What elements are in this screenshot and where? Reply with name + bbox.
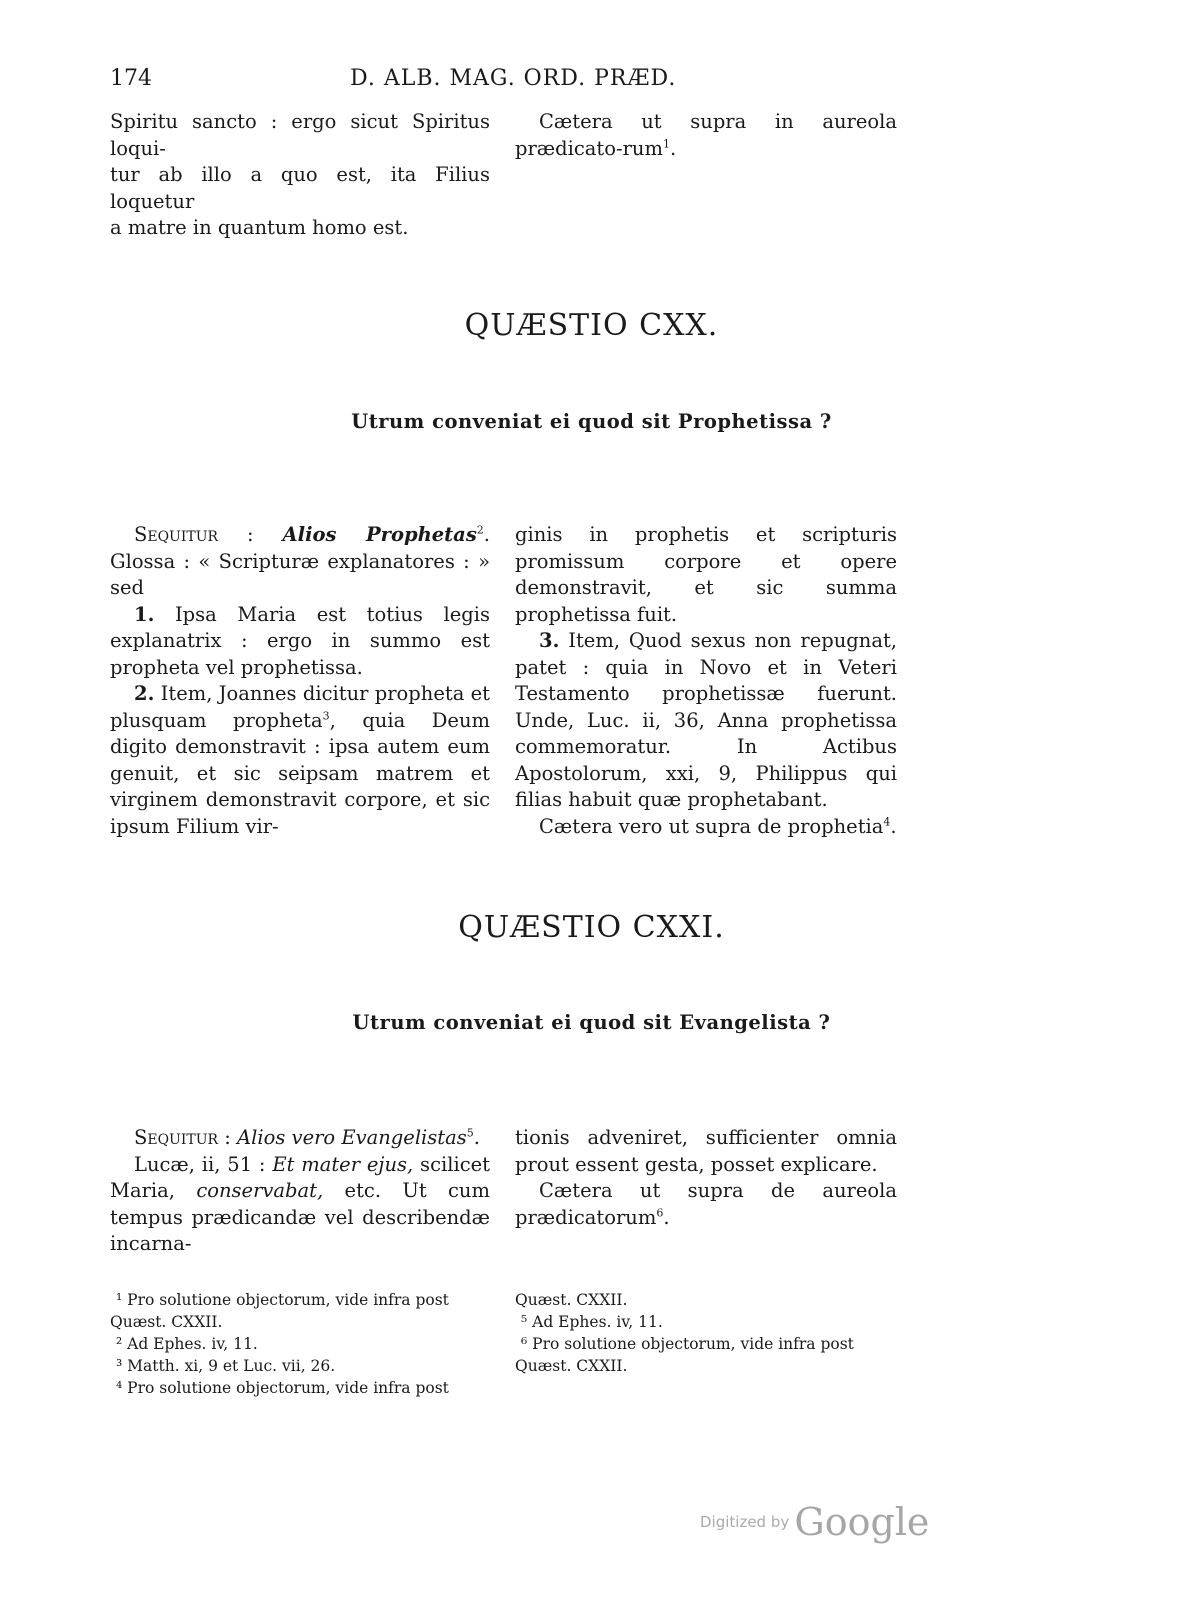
footnote: ⁴ Pro solutione objectorum, vide infra post: [116, 1379, 449, 1397]
digitized-by-google-watermark: [700, 1500, 929, 1544]
scripture-quote: Alios Prophetas: [282, 523, 477, 546]
point-text: Item, Quod sexus non repugnat, patet : quia in Novo et in Veteri Testamento prophetissæ fuerunt. Unde, Luc. ii, 36, Anna prophetissa commemoratur. In Actibus Apostolorum, xxi, 9, Philippus qui filias habuit quæ prophetabant.: [515, 629, 897, 811]
q121-cetera: [515, 1178, 897, 1231]
q121-intro: [110, 1125, 490, 1152]
q120-point-3: [515, 628, 897, 814]
running-head: D. ALB. MAG. ORD. PRÆD.: [350, 66, 677, 91]
top-right-text: Cætera ut supra in aureola prædicato-rum: [515, 110, 897, 160]
period: .: [663, 1205, 670, 1229]
scripture-quote: Alios vero Evangelistas: [237, 1126, 467, 1149]
q120-point-1: [110, 602, 490, 682]
q120-left-column: [110, 522, 490, 840]
point-number: 1.: [134, 602, 155, 626]
point-number: 2.: [134, 682, 155, 705]
footnote-ref: 5: [466, 1126, 474, 1140]
footnote: ⁶ Pro solutione objectorum, vide infra post Quæst. CXXII.: [515, 1335, 854, 1375]
top-left-column: [110, 109, 490, 242]
point-text: , quia Deum digito demonstravit : ipsa autem eum genuit, et sic seipsam matrem et virginem demonstravit corpore, et sic ipsum Filium vir-: [110, 708, 490, 838]
period: .: [890, 814, 897, 838]
colon: :: [218, 523, 283, 546]
page-number: 174: [110, 66, 152, 91]
cetera-text: Cætera vero ut supra de prophetia: [539, 814, 884, 838]
q121-continuation: tionis adveniret, sufficienter omnia prout essent gesta, posset explicare.: [515, 1126, 897, 1176]
google-logo: Google: [794, 1500, 930, 1544]
q121-left-column: [110, 1125, 490, 1258]
q120-cetera: [515, 814, 897, 841]
top-right-paragraph: Cætera ut supra in aureola prædicato-rum$^1$.: [515, 110, 897, 160]
digitized-label: Digitized by: [700, 1513, 790, 1531]
quaestio-120-title: QUÆSTIO CXX.: [464, 308, 719, 343]
scripture-quote: Et mater ejus,: [272, 1152, 414, 1176]
footnote-ref: 4: [883, 815, 891, 828]
footnote: ³ Matth. xi, 9 et Luc. vii, 26.: [116, 1357, 336, 1375]
quaestio-120-subtitle: Utrum conveniat ei quod sit Prophetissa ?: [351, 410, 832, 433]
top-left-line: a matre in quantum homo est.: [110, 216, 409, 239]
q120-right-column: [515, 522, 897, 840]
point-number: 3.: [539, 629, 560, 652]
footnotes-left: [110, 1289, 490, 1399]
quaestio-121-subtitle: Utrum conveniat ei quod sit Evangelista ?: [352, 1011, 831, 1034]
period: .: [473, 1126, 480, 1149]
point-text: Item, Joannes dicitur propheta et plusquam propheta: [110, 682, 490, 732]
footnote: ² Ad Ephes. iv, 11.: [116, 1335, 258, 1353]
top-right-column: [515, 109, 897, 162]
q121-right-column: [515, 1125, 897, 1231]
top-left-line: Spiritu sancto : ergo sicut Spiritus loqui-: [110, 110, 490, 160]
q120-continuation: ginis in prophetis et scripturis promissum corpore et opere demonstravit, et sic summa prophetissa fuit.: [515, 523, 897, 626]
quaestio-121-title: QUÆSTIO CXXI.: [458, 910, 725, 945]
colon: :: [218, 1126, 238, 1149]
text: etc. Ut cum tempus prædicandæ vel describendæ incarna-: [110, 1179, 490, 1255]
footnote-ref: 2: [476, 523, 484, 537]
sequitur-label: Sequitur: [134, 1126, 219, 1149]
footnotes-right: [515, 1289, 897, 1377]
sequitur-label: Sequitur: [134, 523, 219, 546]
footnote-ref: 6: [656, 1206, 664, 1219]
glossa-text: . Glossa : « Scripturæ explanatores : » sed: [110, 523, 490, 599]
cetera-text: Cætera ut supra de aureola prædicatorum: [515, 1179, 897, 1229]
q121-luke-paragraph: [110, 1152, 490, 1258]
point-text: Ipsa Maria est totius legis explanatrix : ergo in summo est propheta vel prophetissa.: [110, 602, 490, 679]
text: Lucæ, ii, 51 :: [134, 1152, 273, 1176]
footnote: ¹ Pro solutione objectorum, vide infra post Quæst. CXXII.: [110, 1291, 449, 1331]
footnote-ref: 3: [322, 709, 330, 722]
top-left-line: tur ab illo a quo est, ita Filius loquetur: [110, 163, 490, 213]
q120-intro: [110, 522, 490, 602]
q120-point-2: [110, 681, 490, 840]
text: scilicet Maria,: [110, 1152, 490, 1202]
scripture-quote: conservabat,: [196, 1179, 324, 1202]
footnote: ⁵ Ad Ephes. iv, 11.: [521, 1313, 663, 1331]
footnote-ref: 1: [662, 137, 670, 150]
footnote: Quæst. CXXII.: [515, 1291, 628, 1309]
